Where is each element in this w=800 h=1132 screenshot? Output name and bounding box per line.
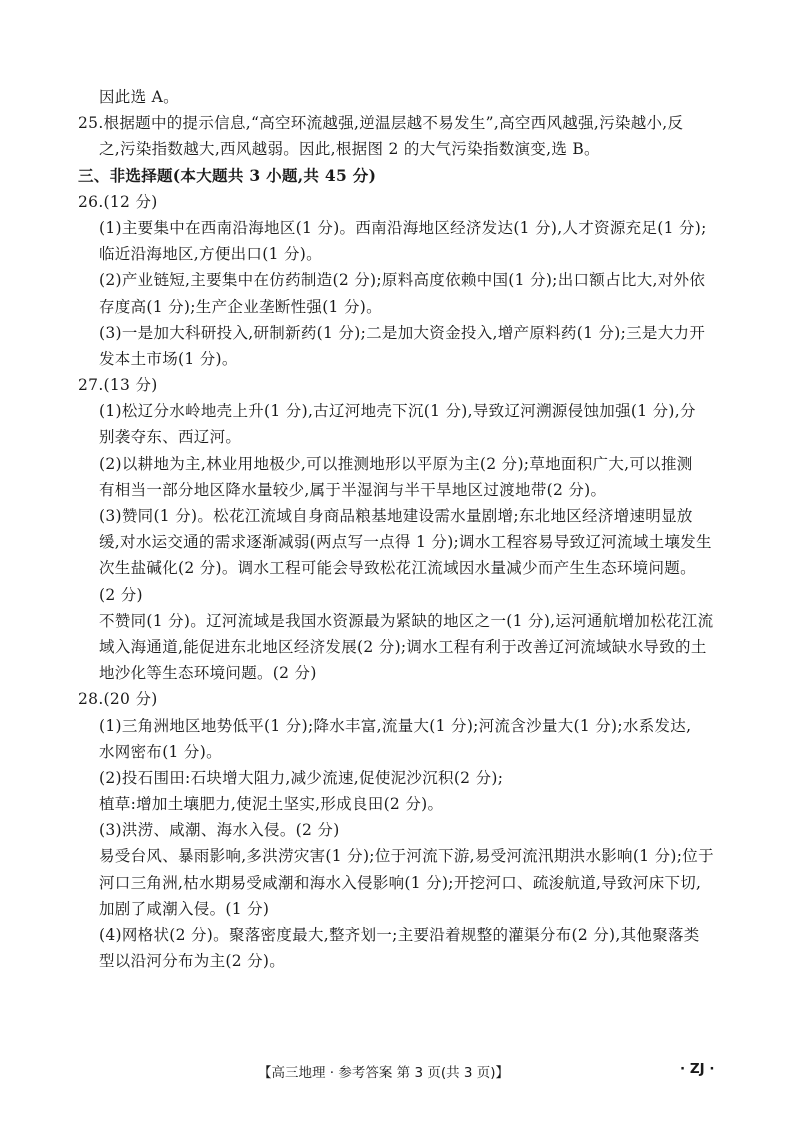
text-line: 型以沿河分布为主(2 分)。	[99, 952, 286, 971]
text-line: 河口三角洲,枯水期易受咸潮和海水入侵影响(1 分);开挖河口、疏浚航道,导致河床下切,	[99, 873, 702, 892]
text-line: 因此选 A。	[99, 88, 179, 106]
text-line: (2)投石围田:石块增大阻力,减少流速,促使泥沙沉积(2 分);	[99, 768, 504, 787]
text-line: 易受台风、暴雨影响,多洪涝灾害(1 分);位于河流下游,易受河流汛期洪水影响(1 分);位于	[99, 847, 714, 866]
text-line: 27.(13 分)	[78, 376, 158, 395]
text-line: 植草:增加土壤肥力,使泥土坚实,形成良田(2 分)。	[99, 795, 444, 814]
text-line: 25.根据题中的提示信息,“高空环流越强,逆温层越不易发生”,高空西风越强,污染越小,反	[78, 114, 684, 133]
text-line: 加剧了咸潮入侵。(1 分)	[99, 899, 270, 918]
text-line: 发本土市场(1 分)。	[99, 349, 238, 368]
text-line: 有相当一部分地区降水量较少,属于半湿润与半干旱地区过渡地带(2 分)。	[99, 480, 607, 499]
text-line: (4)网格状(2 分)。聚落密度最大,整齐划一;主要沿着规整的灌渠分布(2 分),其他聚落类	[99, 926, 700, 944]
text-line: 别袭夺东、西辽河。	[99, 428, 242, 447]
text-line: 26.(12 分)	[78, 192, 158, 211]
answer-content	[78, 84, 730, 974]
text-line: (3)洪涝、咸潮、海水入侵。(2 分)	[99, 821, 340, 840]
text-line: 28.(20 分)	[78, 690, 158, 709]
text-line: 水网密布(1 分)。	[99, 742, 222, 761]
text-line: 缓,对水运交通的需求逐渐减弱(两点写一点得 1 分);调水工程容易导致辽河流域土壤发生	[99, 533, 712, 552]
text-line: (3)一是加大科研投入,研制新药(1 分);二是加大资金投入,增产原料药(1 分);三是大力开	[99, 323, 706, 342]
text-line: 次生盐碱化(2 分)。调水工程可能会导致松花江流域因水量减少而产生生态环境问题。	[99, 559, 696, 578]
text-line: 三、非选择题(本大题共 3 小题,共 45 分)	[78, 165, 377, 185]
text-line: 存度高(1 分);生产企业垄断性强(1 分)。	[99, 297, 382, 316]
text-line: 地沙化等生态环境问题。(2 分)	[99, 664, 317, 683]
text-line: 不赞同(1 分)。辽河流域是我国水资源最为紧缺的地区之一(1 分),运河通航增加松花江流	[99, 611, 714, 630]
text-line: (3)赞同(1 分)。松花江流域自身商品粮基地建设需水量剧增;东北地区经济增速明显放	[99, 507, 693, 525]
text-line: 临近沿海地区,方便出口(1 分)。	[99, 245, 322, 264]
page-footer	[0, 1061, 800, 1083]
text-line: (1)主要集中在西南沿海地区(1 分)。西南沿海地区经济发达(1 分),人才资源充足(1 分);	[99, 218, 707, 237]
text-line: 域入海通道,能促进东北地区经济发展(2 分);调水工程有利于改善辽河流域缺水导致的土	[99, 637, 707, 656]
footer-mark: · ZJ ·	[680, 1061, 715, 1077]
text-line: (1)三角洲地区地势低平(1 分);降水丰富,流量大(1 分);河流含沙量大(1 分);水系发达,	[99, 716, 692, 735]
text-line: (2 分)	[99, 585, 143, 604]
text-line: (1)松辽分水岭地壳上升(1 分),古辽河地壳下沉(1 分),导致辽河溯源侵蚀加强(1 分),分	[99, 402, 696, 421]
text-line: (2)以耕地为主,林业用地极少,可以推测地形以平原为主(2 分);草地面积广大,可以推测	[99, 454, 693, 473]
text-line: 之,污染指数越大,西风越弱。因此,根据图 2 的大气污染指数演变,选 B。	[99, 140, 600, 159]
footer-title: 【高三地理 · 参考答案 第 3 页(共 3 页)】	[258, 1065, 510, 1081]
text-line: (2)产业链短,主要集中在仿药制造(2 分);原料高度依赖中国(1 分);出口额占比大,对外依	[99, 271, 706, 290]
